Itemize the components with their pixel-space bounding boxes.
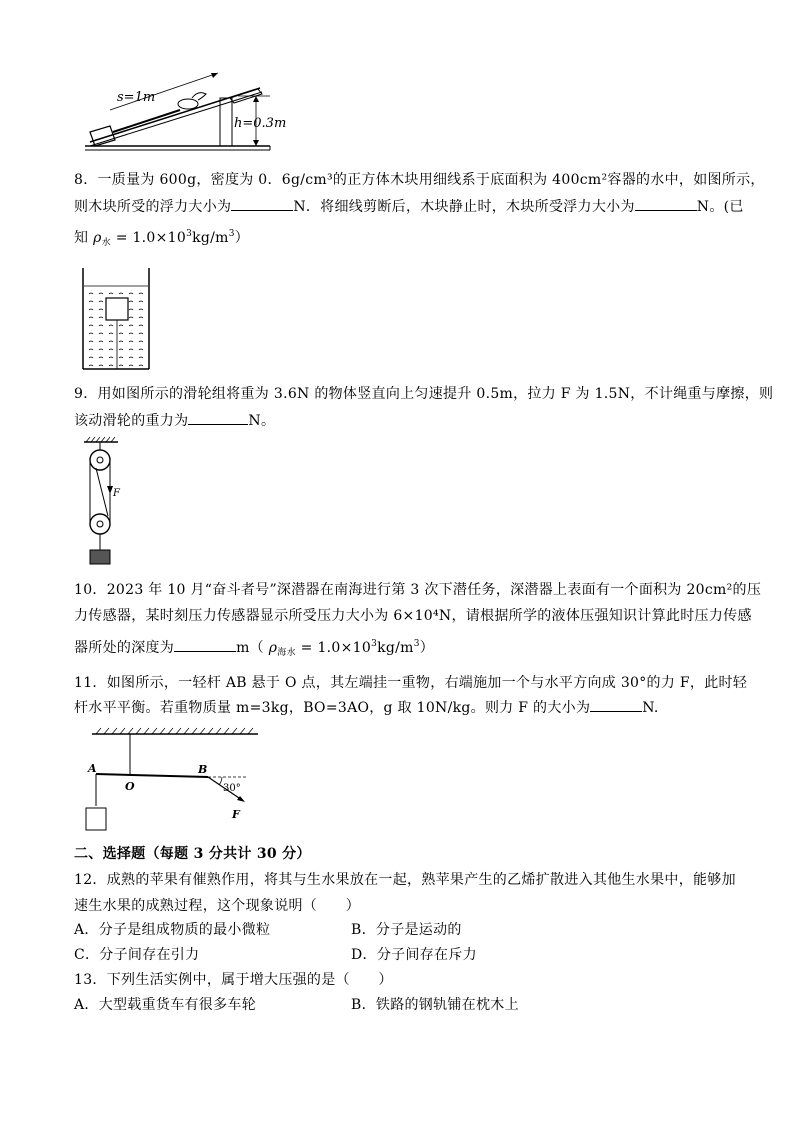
q8-line2-text-c: N。(已 bbox=[696, 199, 744, 215]
lever-label-f: F bbox=[232, 808, 240, 821]
q8-line3 bbox=[74, 224, 249, 253]
q9-line2 bbox=[74, 410, 275, 431]
q12-option-b[interactable]: B．分子是运动的 bbox=[351, 922, 462, 938]
q11-line1: 11．如图所示，一轻杆 AB 悬于 O 点，其左端挂一重物，右端施加一个与水平方向成 30°的力 F，此时轻 bbox=[74, 675, 748, 691]
lever-label-a: A bbox=[88, 762, 97, 775]
pulley-figure bbox=[82, 436, 132, 566]
q10-equation: = 1.0×10 bbox=[300, 640, 372, 656]
q8-line2-text-b: N．将细线剪断后，木块静止时，木块所受浮力大小为 bbox=[293, 199, 635, 215]
incline-s-label: s=1m bbox=[117, 90, 156, 105]
lever-label-o: O bbox=[125, 780, 135, 793]
q12-option-c[interactable]: C．分子间存在引力 bbox=[74, 947, 200, 963]
q9-line2-text-a: 该动滑轮的重力为 bbox=[74, 413, 189, 429]
q10-unit: kg/m bbox=[377, 640, 414, 656]
q10-exp: 3 bbox=[371, 639, 378, 649]
q12-line2: 速生水果的成熟过程，这个现象说明（ ） bbox=[74, 898, 360, 914]
section-title: 二、选择题（每题 3 分共计 30 分） bbox=[74, 846, 311, 862]
q10-line3-text-b: m（ bbox=[236, 640, 264, 656]
q8-rho-sub: 水 bbox=[101, 238, 111, 248]
incline-h-label: h=0.3m bbox=[234, 116, 287, 131]
q8-line2 bbox=[74, 196, 744, 217]
pulley-f-label: F bbox=[113, 488, 120, 499]
container-figure bbox=[78, 266, 158, 372]
q10-answer-blank[interactable] bbox=[174, 637, 236, 652]
q13-line1: 13．下列生活实例中，属于增大压强的是（ ） bbox=[74, 972, 393, 988]
q8-rho: ρ bbox=[93, 230, 102, 246]
q11-line2-text-b: N. bbox=[642, 700, 659, 716]
q8-unit: kg/m bbox=[192, 230, 229, 246]
q10-line3-text-a: 器所处的深度为 bbox=[74, 640, 175, 656]
lever-figure bbox=[82, 726, 282, 838]
lever-label-b: B bbox=[198, 763, 208, 776]
q9-line1: 9．用如图所示的滑轮组将重为 3.6N 的物体竖直向上匀速提升 0.5m，拉力 F 为 1.5N，不计绳重与摩擦，则 bbox=[74, 386, 774, 402]
q8-close: ） bbox=[234, 230, 250, 246]
q8-line3-prefix: 知 bbox=[74, 230, 89, 246]
q10-unit-exp: 3 bbox=[413, 639, 420, 649]
q8-exp: 3 bbox=[186, 229, 193, 239]
q12-option-a[interactable]: A．分子是组成物质的最小微粒 bbox=[74, 922, 271, 938]
lever-label-angle: 30° bbox=[223, 783, 241, 794]
q9-line2-text-b: N。 bbox=[248, 413, 276, 429]
q12-option-d[interactable]: D．分子间存在斥力 bbox=[351, 947, 477, 963]
incline-figure bbox=[80, 64, 287, 156]
q10-close: ） bbox=[419, 640, 435, 656]
q10-rho-sub: 海水 bbox=[277, 648, 296, 658]
q8-equation: = 1.0×10 bbox=[115, 230, 187, 246]
q9-answer-blank[interactable] bbox=[188, 410, 248, 425]
q10-line3 bbox=[74, 634, 434, 663]
q13-option-a[interactable]: A．大型载重货车有很多车轮 bbox=[74, 997, 257, 1013]
q11-line2 bbox=[74, 697, 659, 718]
q8-line1: 8．一质量为 600g，密度为 0．6g/cm³的正方体木块用细线系于底面积为 400cm²容器的水中，如图所示， bbox=[74, 172, 765, 188]
q8-answer-blank-1[interactable] bbox=[231, 196, 293, 211]
q10-line1: 10．2023 年 10 月“奋斗者号”深潜器在南海进行第 3 次下潜任务，深潜器上表面有一个面积为 20cm²的压 bbox=[74, 582, 762, 598]
q8-answer-blank-2[interactable] bbox=[635, 196, 697, 211]
q8-line2-text-a: 则木块所受的浮力大小为 bbox=[74, 199, 232, 215]
q11-line2-text-a: 杆水平平衡。若重物质量 m=3kg，BO=3AO，g 取 10N/kg。则力 F 的大小为 bbox=[74, 700, 591, 716]
q10-line2: 力传感器，某时刻压力传感器显示所受压力大小为 6×10⁴N，请根据所学的液体压强知识计算此时压力传感 bbox=[74, 608, 752, 624]
q13-option-b[interactable]: B．铁路的钢轨铺在枕木上 bbox=[351, 997, 519, 1013]
q8-unit-exp: 3 bbox=[228, 229, 235, 239]
q10-rho: ρ bbox=[268, 640, 278, 656]
q12-line1: 12．成熟的苹果有催熟作用，将其与生水果放在一起，熟苹果产生的乙烯扩散进入其他生水果中，能够加 bbox=[74, 872, 736, 888]
q11-answer-blank[interactable] bbox=[590, 697, 642, 712]
